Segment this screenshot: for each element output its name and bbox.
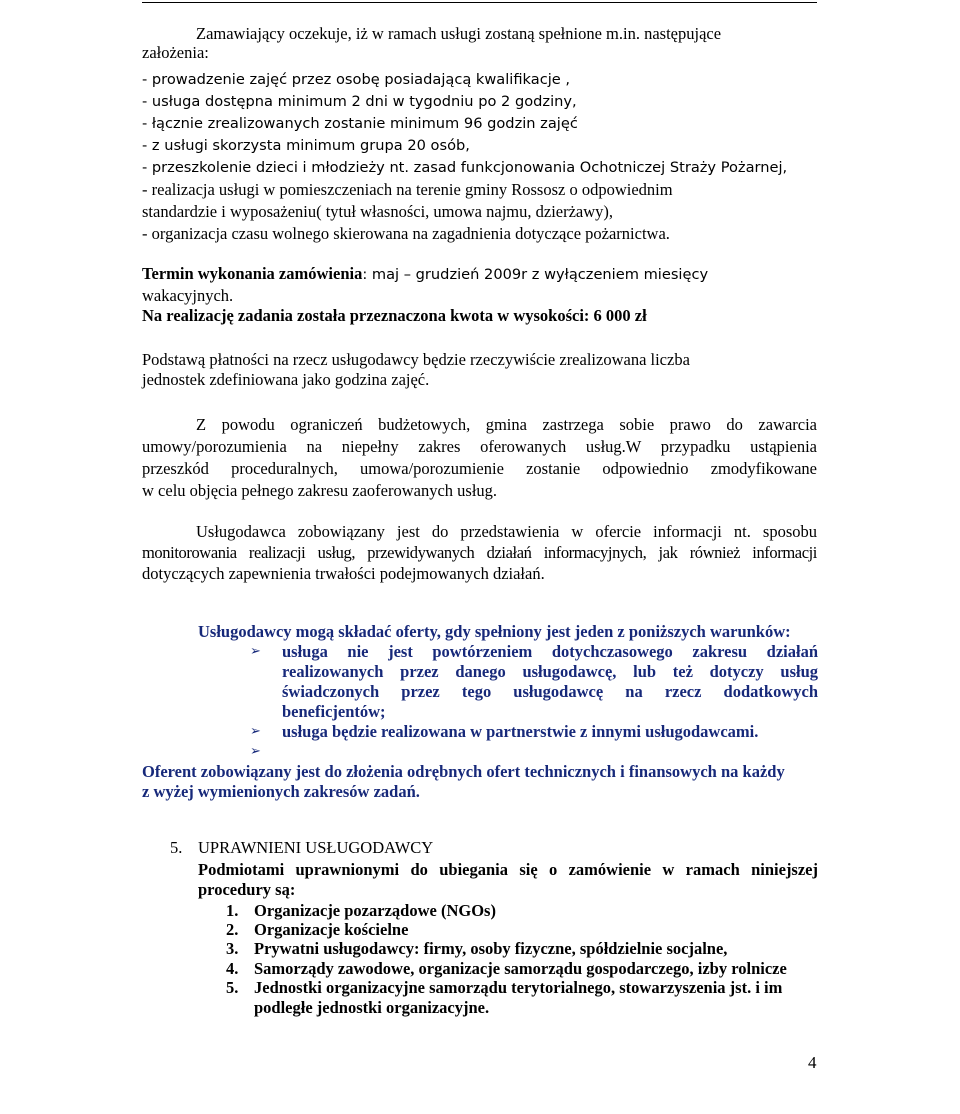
intro-line: - z usługi skorzysta minimum grupa 20 osób, [142, 137, 470, 154]
termin-line-2: wakacyjnych. [142, 286, 234, 305]
intro-line: - organizacja czasu wolnego skierowana na zagadnienia dotyczące pożarnictwa. [142, 224, 670, 243]
warunki-item-1-line: beneficjentów; [282, 702, 386, 721]
intro-line: - prowadzenie zajęć przez osobę posiadającą kwalifikacje , [142, 71, 571, 88]
list-number: 4. [226, 959, 239, 978]
warunki-item-1-line: realizowanych przez danego usługodawcę, lub też dotyczy usług [282, 662, 818, 681]
intro-line: - łącznie zrealizowanych zostanie minimum 96 godzin zajęć [142, 115, 578, 132]
budzet-line: Z powodu ograniczeń budżetowych, gmina zastrzega sobie prawo do zawarcia [196, 415, 817, 434]
bullet-arrow-icon: ➢ [250, 724, 261, 739]
list-item: Samorządy zawodowe, organizacje samorządu gospodarczego, izby rolnicze [254, 959, 787, 978]
termin-label: Termin wykonania zamówienia [142, 264, 363, 283]
warunki-heading: Usługodawcy mogą składać oferty, gdy spełniony jest jeden z poniższych warunków: [198, 622, 791, 641]
budzet-line: przeszkód proceduralnych, umowa/porozumienie zostanie odpowiednio zmodyfikowane [142, 459, 817, 478]
oferent-line: Oferent zobowiązany jest do złożenia odrębnych ofert technicznych i finansowych na każdy [142, 762, 785, 781]
platnosc-line: Podstawą płatności na rzecz usługodawcy będzie rzeczywiście zrealizowana liczba [142, 350, 690, 369]
termin-value: : maj – grudzień 2009r z wyłączeniem miesięcy [362, 266, 709, 283]
oferent-line: z wyżej wymienionych zakresów zadań. [142, 782, 420, 801]
section-5-number: 5. [170, 838, 183, 857]
section-5-intro: procedury są: [198, 880, 296, 899]
budzet-line: w celu objęcia pełnego zakresu zaoferowanych usług. [142, 481, 498, 500]
intro-line: Zamawiający oczekuje, iż w ramach usługi zostaną spełnione m.in. następujące [196, 24, 722, 43]
list-number: 1. [226, 901, 239, 920]
warunki-item-2: usługa będzie realizowana w partnerstwie z innymi usługodawcami. [282, 722, 759, 741]
section-5-title: UPRAWNIENI USŁUGODAWCY [198, 838, 434, 857]
budzet-line: umowy/porozumienia na niepełny zakres oferowanych usług.W przypadku ustąpienia [142, 437, 817, 456]
list-number: 5. [226, 978, 239, 997]
section-5-intro: Podmiotami uprawnionymi do ubiegania się o zamówienie w ramach niniejszej [198, 860, 818, 879]
intro-line: - realizacja usługi w pomieszczeniach na terenie gminy Rossosz o odpowiednim [142, 180, 673, 199]
intro-line: założenia: [142, 43, 209, 62]
top-rule [142, 2, 817, 3]
kwota-line: Na realizację zadania została przeznaczona kwota w wysokości: 6 000 zł [142, 306, 647, 325]
bullet-arrow-icon: ➢ [250, 744, 261, 759]
intro-line: standardzie i wyposażeniu( tytuł własności, umowa najmu, dzierżawy), [142, 202, 614, 221]
monitoring-line: monitorowania realizacji usług, przewidywanych działań informacyjnych, jak również informacji [142, 543, 817, 562]
list-number: 3. [226, 939, 239, 958]
monitoring-line: Usługodawca zobowiązany jest do przedstawienia w ofercie informacji nt. sposobu [196, 522, 817, 541]
warunki-item-1-line: usługa nie jest powtórzeniem dotychczasowego zakresu działań [282, 642, 818, 661]
intro-line: - przeszkolenie dzieci i młodzieży nt. zasad funkcjonowania Ochotniczej Straży Pożarnej, [142, 159, 788, 176]
warunki-item-1-line: świadczonych przez tego usługodawcę na rzecz dodatkowych [282, 682, 818, 701]
platnosc-line: jednostek zdefiniowana jako godzina zajęć. [142, 370, 430, 389]
list-item: Organizacje kościelne [254, 920, 409, 939]
bullet-arrow-icon: ➢ [250, 644, 261, 659]
list-item: Organizacje pozarządowe (NGOs) [254, 901, 496, 920]
list-item: Jednostki organizacyjne samorządu terytorialnego, stowarzyszenia jst. i im [254, 978, 783, 997]
termin-line [142, 264, 708, 285]
list-number: 2. [226, 920, 239, 939]
list-item-continuation: podległe jednostki organizacyjne. [254, 998, 490, 1017]
page-number: 4 [808, 1053, 817, 1072]
intro-line: - usługa dostępna minimum 2 dni w tygodniu po 2 godziny, [142, 93, 577, 110]
list-item: Prywatni usługodawcy: firmy, osoby fizyczne, spółdzielnie socjalne, [254, 939, 728, 958]
monitoring-line: dotyczących zapewnienia trwałości podejmowanych działań. [142, 564, 545, 583]
